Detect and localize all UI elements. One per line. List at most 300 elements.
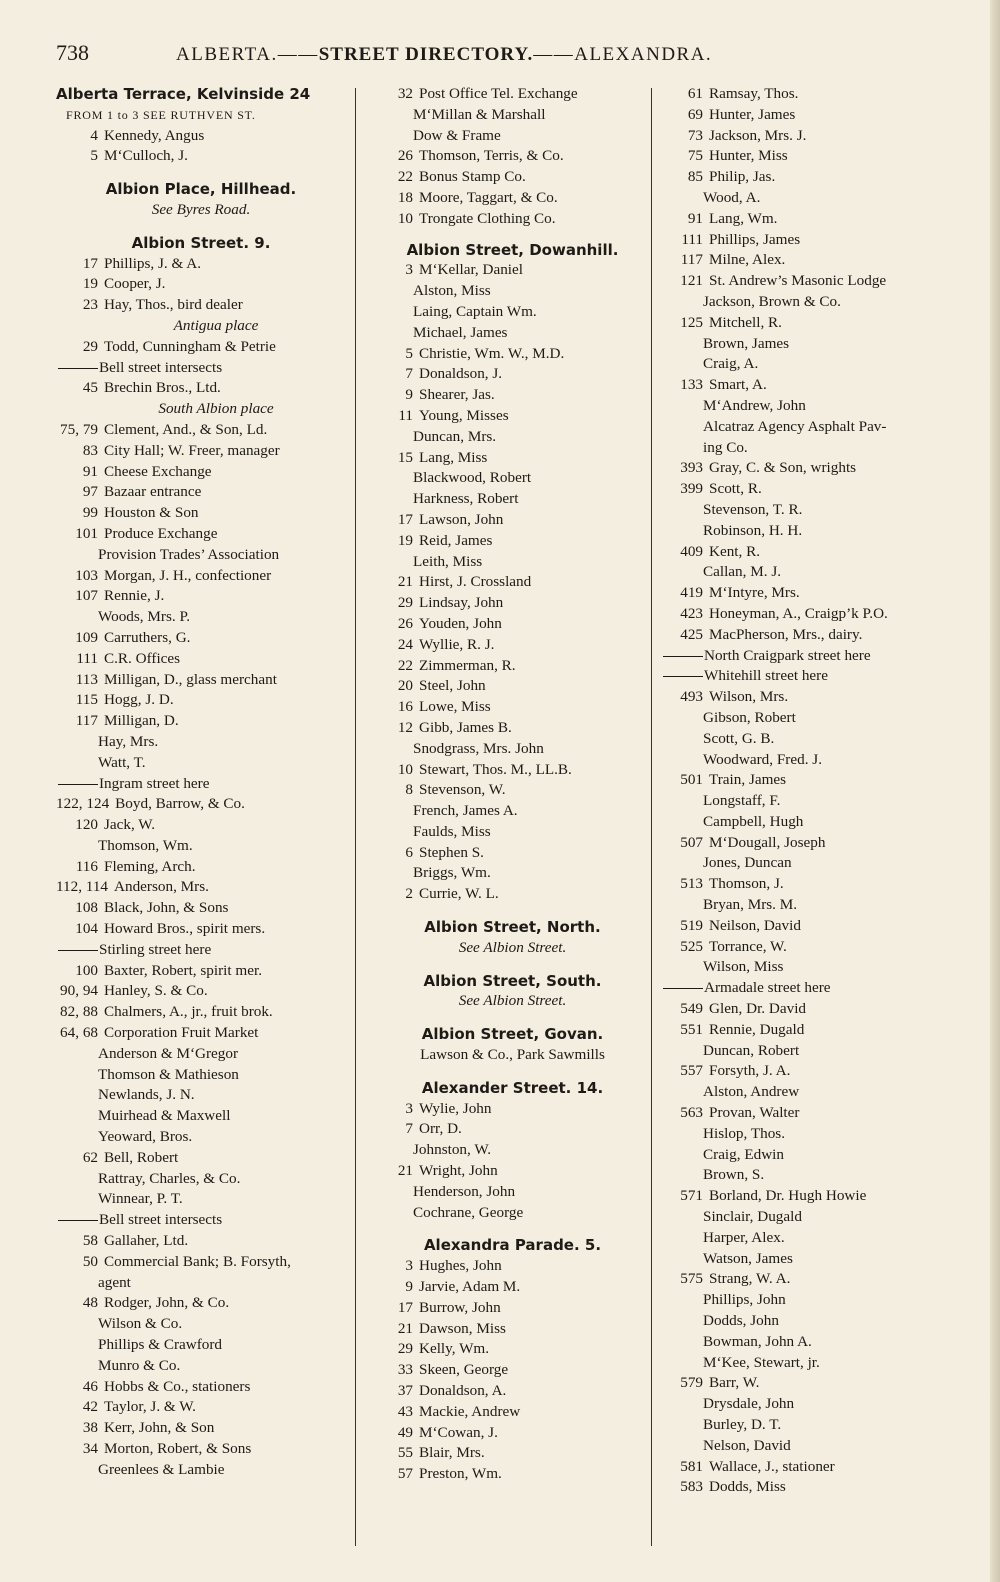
cross-street-label: Bell street intersects xyxy=(99,358,223,376)
directory-entry xyxy=(661,209,961,230)
house-number: 97 xyxy=(82,483,98,501)
directory-entry xyxy=(371,510,654,531)
directory-entry xyxy=(56,1023,346,1044)
intersect-rule xyxy=(663,988,703,989)
occupant-name: Gibb, James B. xyxy=(419,718,512,736)
house-number: 22 xyxy=(397,168,413,186)
cross-street-label: Whitehill street here xyxy=(704,667,828,685)
continuation-entry: Thomson & Mathieson xyxy=(98,1065,239,1083)
continuation-entry: agent xyxy=(98,1273,131,1291)
continuation-entry: Craig, Edwin xyxy=(703,1145,784,1163)
house-number: 583 xyxy=(680,1478,703,1496)
directory-entry xyxy=(661,1269,961,1290)
house-number: 17 xyxy=(397,510,413,528)
house-number: 575 xyxy=(680,1270,703,1288)
occupant-name: Gray, C. & Son, wrights xyxy=(709,459,857,477)
occupant-name: Glen, Dr. David xyxy=(709,1000,807,1018)
continuation-entry: Bryan, Mrs. M. xyxy=(703,896,798,914)
house-number: 571 xyxy=(680,1187,703,1205)
house-number: 101 xyxy=(75,524,98,542)
column-rule-1 xyxy=(355,88,356,1546)
house-number: 75 xyxy=(687,147,703,165)
continuation-entry: Woods, Mrs. P. xyxy=(98,608,191,626)
continuation-entry: Robinson, H. H. xyxy=(703,521,803,539)
continuation-entry: Longstaff, F. xyxy=(703,792,781,810)
occupant-name: Bazaar entrance xyxy=(104,483,202,501)
directory-entry xyxy=(56,1397,346,1418)
occupant-name: Mitchell, R. xyxy=(709,313,782,331)
directory-entry xyxy=(371,593,654,614)
occupant-name: Philip, Jas. xyxy=(709,168,776,186)
occupant-name: Hunter, James xyxy=(709,105,796,123)
occupant-name: Ramsay, Thos. xyxy=(709,85,799,102)
house-number: 85 xyxy=(687,168,703,186)
house-number: 82, 88 xyxy=(60,1003,98,1021)
occupant-name: Rennie, Dugald xyxy=(709,1020,805,1038)
occupant-name: Stewart, Thos. M., LL.B. xyxy=(419,760,572,778)
occupant-name: Shearer, Jas. xyxy=(419,386,495,404)
directory-entry xyxy=(661,1186,961,1207)
continuation-entry: Greenlees & Lambie xyxy=(98,1460,225,1478)
directory-entry xyxy=(56,961,346,982)
directory-entry xyxy=(371,1423,654,1444)
continuation-entry: Faulds, Miss xyxy=(413,822,491,840)
house-number: 117 xyxy=(75,712,98,730)
occupant-name: Rodger, John, & Co. xyxy=(104,1294,230,1312)
continuation-entry: Dow & Frame xyxy=(413,126,501,144)
continuation-entry: Sinclair, Dugald xyxy=(703,1208,802,1226)
directory-entry xyxy=(56,254,346,275)
occupant-name: Kelly, Wm. xyxy=(419,1340,490,1358)
occupant-name: Bell, Robert xyxy=(104,1148,179,1166)
continuation-entry: Woodward, Fred. J. xyxy=(703,750,822,768)
house-number: 423 xyxy=(680,604,703,622)
occupant-name: Jackson, Mrs. J. xyxy=(709,126,807,144)
occupant-name: Forsyth, J. A. xyxy=(709,1062,791,1080)
continuation-entry: Michael, James xyxy=(413,323,508,341)
directory-entry xyxy=(371,676,654,697)
occupant-name: Burrow, John xyxy=(419,1298,501,1316)
continuation-entry: French, James A. xyxy=(413,802,518,820)
continuation-entry: Cochrane, George xyxy=(413,1203,524,1221)
occupant-name: Provan, Walter xyxy=(709,1104,800,1122)
directory-entry xyxy=(371,385,654,406)
directory-entry xyxy=(661,833,961,854)
directory-entry xyxy=(661,625,961,646)
house-number: 125 xyxy=(680,313,703,331)
directory-entry xyxy=(56,690,346,711)
house-number: 115 xyxy=(75,691,98,709)
house-number: 99 xyxy=(82,504,98,522)
house-number: 32 xyxy=(397,85,413,102)
directory-entry xyxy=(371,1256,654,1277)
occupant-name: Clement, And., & Son, Ld. xyxy=(104,420,268,438)
occupant-name: Kent, R. xyxy=(709,542,761,560)
intersect-rule xyxy=(58,368,98,369)
directory-entry xyxy=(371,718,654,739)
house-number: 111 xyxy=(76,649,98,667)
directory-entry xyxy=(371,209,654,230)
house-number: 9 xyxy=(405,1278,413,1296)
house-number: 24 xyxy=(397,635,413,653)
directory-entry xyxy=(661,1020,961,1041)
running-title-middle: STREET DIRECTORY. xyxy=(318,44,534,65)
directory-entry xyxy=(371,760,654,781)
continuation-entry: Yeoward, Bros. xyxy=(98,1128,193,1146)
directory-entry xyxy=(371,614,654,635)
house-number: 557 xyxy=(680,1062,703,1080)
occupant-name: Taylor, J. & W. xyxy=(104,1398,196,1416)
house-number: 21 xyxy=(397,1319,413,1337)
continuation-entry: Winnear, P. T. xyxy=(98,1190,183,1208)
house-number: 122, 124 xyxy=(56,795,110,813)
directory-entry xyxy=(371,1402,654,1423)
occupant-name: Boyd, Barrow, & Co. xyxy=(115,795,245,813)
house-number: 20 xyxy=(397,677,413,695)
directory-entry xyxy=(56,1418,346,1439)
occupant-name: Orr, D. xyxy=(419,1120,462,1138)
occupant-name: Hanley, S. & Co. xyxy=(104,982,208,1000)
continuation-entry: Alston, Andrew xyxy=(703,1083,800,1101)
directory-entry xyxy=(661,1457,961,1478)
directory-entry xyxy=(371,1277,654,1298)
street-heading: Alexandra Parade. 5. xyxy=(423,1236,602,1255)
house-number: 48 xyxy=(82,1294,98,1312)
continuation-entry: Gibson, Robert xyxy=(703,708,796,726)
occupant-name: Strang, W. A. xyxy=(709,1270,791,1288)
continuation-entry: Newlands, J. N. xyxy=(98,1086,195,1104)
directory-entry xyxy=(56,898,346,919)
directory-entry xyxy=(56,378,346,399)
occupant-name: Milne, Alex. xyxy=(709,251,786,269)
house-number: 46 xyxy=(82,1377,98,1395)
occupant-name: Smart, A. xyxy=(709,376,767,394)
occupant-name: Brechin Bros., Ltd. xyxy=(104,379,221,397)
directory-entry xyxy=(56,1231,346,1252)
occupant-name: Skeen, George xyxy=(419,1361,509,1379)
house-number: 104 xyxy=(75,920,98,938)
house-number: 111 xyxy=(681,230,703,248)
occupant-name: Wallace, J., stationer xyxy=(709,1457,835,1475)
see-reference: See Albion Street. xyxy=(458,938,567,956)
continuation-entry: Campbell, Hugh xyxy=(703,812,804,830)
continuation-entry: Provision Trades’ Association xyxy=(98,545,280,563)
continuation-entry: Johnston, W. xyxy=(413,1141,492,1159)
occupant-name: Trongate Clothing Co. xyxy=(419,209,556,227)
directory-entry xyxy=(56,1148,346,1169)
house-number: 57 xyxy=(397,1465,413,1483)
directory-entry: Lawson & Co., Park Sawmills xyxy=(420,1046,605,1064)
occupant-name: Zimmerman, R. xyxy=(419,656,516,674)
house-number: 108 xyxy=(75,899,98,917)
directory-entry xyxy=(56,981,346,1002)
directory-entry xyxy=(371,146,654,167)
house-number: 19 xyxy=(397,531,413,549)
occupant-name: C.R. Offices xyxy=(104,649,181,667)
directory-entry xyxy=(371,260,654,281)
directory-entry xyxy=(661,271,961,292)
directory-entry xyxy=(56,274,346,295)
house-number: 107 xyxy=(75,587,98,605)
house-number: 493 xyxy=(680,688,703,706)
directory-entry xyxy=(56,482,346,503)
directory-entry xyxy=(661,937,961,958)
house-number: 419 xyxy=(680,584,703,602)
occupant-name: M‘Intyre, Mrs. xyxy=(709,584,800,602)
house-number: 42 xyxy=(82,1398,98,1416)
house-number: 5 xyxy=(405,344,413,362)
house-number: 29 xyxy=(82,337,98,355)
continuation-entry: Henderson, John xyxy=(413,1182,516,1200)
occupant-name: Hobbs & Co., stationers xyxy=(104,1377,251,1395)
house-number: 64, 68 xyxy=(60,1024,98,1042)
occupant-name: Produce Exchange xyxy=(104,524,218,542)
house-number: 563 xyxy=(680,1104,703,1122)
house-number: 33 xyxy=(397,1361,413,1379)
house-number: 425 xyxy=(680,625,703,643)
continuation-entry: Laing, Captain Wm. xyxy=(413,302,537,320)
directory-entry xyxy=(371,1443,654,1464)
occupant-name: Morton, Robert, & Sons xyxy=(104,1440,252,1457)
directory-entry xyxy=(56,670,346,691)
house-number: 34 xyxy=(82,1440,98,1457)
house-number: 11 xyxy=(398,406,413,424)
house-number: 549 xyxy=(680,1000,703,1018)
directory-entry xyxy=(56,794,346,815)
continuation-entry: Munro & Co. xyxy=(98,1356,181,1374)
directory-entry xyxy=(661,1103,961,1124)
continuation-entry: Watt, T. xyxy=(98,753,146,771)
directory-entry xyxy=(56,877,346,898)
occupant-name: Train, James xyxy=(709,771,787,789)
running-title xyxy=(176,44,712,66)
house-number: 2 xyxy=(405,885,413,903)
house-number: 50 xyxy=(82,1252,98,1270)
continuation-entry: Callan, M. J. xyxy=(703,563,782,581)
house-number: 109 xyxy=(75,628,98,646)
continuation-entry: Watson, James xyxy=(703,1249,793,1267)
page-number: 738 xyxy=(56,40,89,65)
house-number: 12 xyxy=(397,718,413,736)
continuation-entry: Jackson, Brown & Co. xyxy=(703,292,841,310)
occupant-name: Fleming, Arch. xyxy=(104,857,196,875)
house-number: 61 xyxy=(687,85,703,102)
cross-street-marker xyxy=(661,666,961,687)
continuation-entry: Alston, Miss xyxy=(413,282,491,300)
occupant-name: Corporation Fruit Market xyxy=(104,1024,259,1042)
occupant-name: Stephen S. xyxy=(419,843,484,861)
directory-entry xyxy=(661,1477,961,1498)
directory-entry xyxy=(661,542,961,563)
continuation-entry: Jones, Duncan xyxy=(703,854,792,872)
directory-entry xyxy=(371,1339,654,1360)
cross-street-label: Stirling street here xyxy=(99,940,212,958)
house-number: 38 xyxy=(82,1419,98,1437)
directory-entry xyxy=(56,1252,346,1273)
house-number: 10 xyxy=(397,209,413,227)
house-number: 49 xyxy=(397,1423,413,1441)
occupant-name: Honeyman, A., Craigp’k P.O. xyxy=(709,604,888,622)
house-number: 29 xyxy=(397,594,413,612)
directory-entry xyxy=(371,1119,654,1140)
continuation-entry: Leith, Miss xyxy=(413,552,483,570)
occupant-name: Dawson, Miss xyxy=(419,1319,506,1337)
directory-entry xyxy=(371,531,654,552)
directory-entry xyxy=(661,770,961,791)
running-title-right: ALEXANDRA. xyxy=(574,44,713,65)
house-number: 3 xyxy=(405,1099,413,1117)
directory-entry xyxy=(56,1293,346,1314)
cross-street-marker xyxy=(56,1210,346,1231)
street-heading: Alexander Street. 14. xyxy=(421,1078,604,1097)
continuation-entry: Blackwood, Robert xyxy=(413,469,532,487)
directory-entry xyxy=(661,313,961,334)
occupant-name: Chalmers, A., jr., fruit brok. xyxy=(104,1003,273,1021)
occupant-name: Morgan, J. H., confectioner xyxy=(104,566,272,584)
house-number: 17 xyxy=(82,254,98,272)
occupant-name: Donaldson, J. xyxy=(419,365,503,383)
occupant-name: Jack, W. xyxy=(104,816,156,834)
occupant-name: Commercial Bank; B. Forsyth, xyxy=(104,1252,291,1270)
directory-entry xyxy=(56,815,346,836)
house-number: 525 xyxy=(680,937,703,955)
house-number: 45 xyxy=(82,379,98,397)
house-number: 393 xyxy=(680,459,703,477)
occupant-name: Milligan, D., glass merchant xyxy=(104,670,277,688)
directory-entry xyxy=(661,604,961,625)
continuation-entry: Dodds, John xyxy=(703,1312,779,1330)
intersect-rule xyxy=(58,950,98,951)
continuation-entry: Rattray, Charles, & Co. xyxy=(98,1169,241,1187)
occupant-name: M‘Kellar, Daniel xyxy=(419,261,523,279)
directory-entry xyxy=(661,874,961,895)
house-number: 7 xyxy=(405,1120,413,1138)
house-number: 507 xyxy=(680,833,703,851)
page-edge xyxy=(990,0,1000,1582)
occupant-name: M‘Cowan, J. xyxy=(419,1423,498,1441)
house-number: 90, 94 xyxy=(60,982,98,1000)
continuation-entry: Nelson, David xyxy=(703,1436,791,1454)
directory-entry xyxy=(56,649,346,670)
house-number: 581 xyxy=(680,1457,703,1475)
continuation-entry: Alcatraz Agency Asphalt Pav- xyxy=(703,417,887,435)
directory-entry xyxy=(371,344,654,365)
cross-street-marker xyxy=(56,940,346,961)
continuation-entry: M‘Millan & Marshall xyxy=(413,105,546,123)
directory-entry xyxy=(371,780,654,801)
occupant-name: Blair, Mrs. xyxy=(419,1444,485,1462)
occupant-name: Hughes, John xyxy=(419,1257,502,1275)
house-number: 26 xyxy=(397,614,413,632)
occupant-name: MacPherson, Mrs., dairy. xyxy=(709,625,863,643)
directory-entry xyxy=(661,583,961,604)
continuation-entry: Snodgrass, Mrs. John xyxy=(413,739,544,757)
directory-entry xyxy=(56,146,346,167)
house-number: 112, 114 xyxy=(56,878,109,896)
occupant-name: Black, John, & Sons xyxy=(104,899,229,917)
directory-column-2 xyxy=(371,84,654,1485)
house-number: 83 xyxy=(82,441,98,459)
occupant-name: Wylie, John xyxy=(419,1099,492,1117)
continuation-entry: Drysdale, John xyxy=(703,1395,795,1413)
cross-street-marker xyxy=(661,646,961,667)
sub-place-name: South Albion place xyxy=(158,400,274,418)
directory-entry xyxy=(371,1298,654,1319)
house-number: 23 xyxy=(82,296,98,314)
occupant-name: Post Office Tel. Exchange xyxy=(419,85,578,102)
occupant-name: Lang, Miss xyxy=(419,448,488,466)
continuation-entry: Brown, James xyxy=(703,334,790,352)
house-number: 21 xyxy=(397,573,413,591)
occupant-name: M‘Dougall, Joseph xyxy=(709,833,826,851)
directory-entry xyxy=(56,1439,346,1460)
cross-reference-note: FROM 1 to 3 SEE RUTHVEN ST. xyxy=(66,107,256,122)
street-heading: Alberta Terrace, Kelvinside 24 xyxy=(56,85,311,103)
cross-street-label: North Craigpark street here xyxy=(704,646,871,664)
occupant-name: Kerr, John, & Son xyxy=(104,1419,215,1437)
occupant-name: Young, Misses xyxy=(419,406,509,424)
directory-entry xyxy=(661,84,961,105)
occupant-name: M‘Culloch, J. xyxy=(104,147,188,165)
directory-entry xyxy=(371,572,654,593)
occupant-name: Neilson, David xyxy=(709,916,801,934)
directory-entry xyxy=(661,687,961,708)
house-number: 116 xyxy=(75,857,98,875)
occupant-name: Phillips, James xyxy=(709,230,801,248)
house-number: 120 xyxy=(75,816,98,834)
house-number: 91 xyxy=(687,209,703,227)
house-number: 21 xyxy=(397,1162,413,1180)
occupant-name: Youden, John xyxy=(419,614,502,632)
house-number: 6 xyxy=(405,843,413,861)
house-number: 55 xyxy=(397,1444,413,1462)
continuation-entry: Hay, Mrs. xyxy=(98,732,159,750)
occupant-name: Preston, Wm. xyxy=(419,1465,502,1483)
directory-entry xyxy=(371,1319,654,1340)
directory-entry xyxy=(56,1002,346,1023)
directory-entry xyxy=(56,586,346,607)
continuation-entry: Bowman, John A. xyxy=(703,1332,812,1350)
house-number: 9 xyxy=(405,386,413,404)
house-number: 100 xyxy=(75,961,98,979)
occupant-name: Stevenson, W. xyxy=(419,781,506,799)
directory-entry xyxy=(371,364,654,385)
house-number: 409 xyxy=(680,542,703,560)
directory-entry xyxy=(56,628,346,649)
directory-entry xyxy=(661,1061,961,1082)
directory-entry xyxy=(56,441,346,462)
directory-entry xyxy=(661,479,961,500)
occupant-name: Baxter, Robert, spirit mer. xyxy=(104,961,262,979)
continuation-entry: Burley, D. T. xyxy=(703,1416,782,1433)
occupant-name: Hunter, Miss xyxy=(709,147,788,165)
directory-entry xyxy=(661,1373,961,1394)
continuation-entry: Scott, G. B. xyxy=(703,729,775,747)
occupant-name: Cooper, J. xyxy=(104,275,166,293)
occupant-name: Steel, John xyxy=(419,677,486,695)
cross-street-label: Armadale street here xyxy=(704,979,831,997)
intersect-rule xyxy=(663,656,703,657)
directory-entry xyxy=(56,503,346,524)
directory-entry xyxy=(661,167,961,188)
occupant-name: Torrance, W. xyxy=(709,937,787,955)
occupant-name: Thomson, J. xyxy=(709,875,784,893)
directory-entry xyxy=(56,524,346,545)
house-number: 117 xyxy=(680,251,703,269)
continuation-entry: Brown, S. xyxy=(703,1166,765,1184)
house-number: 29 xyxy=(397,1340,413,1358)
street-heading: Albion Street, North. xyxy=(424,918,601,937)
